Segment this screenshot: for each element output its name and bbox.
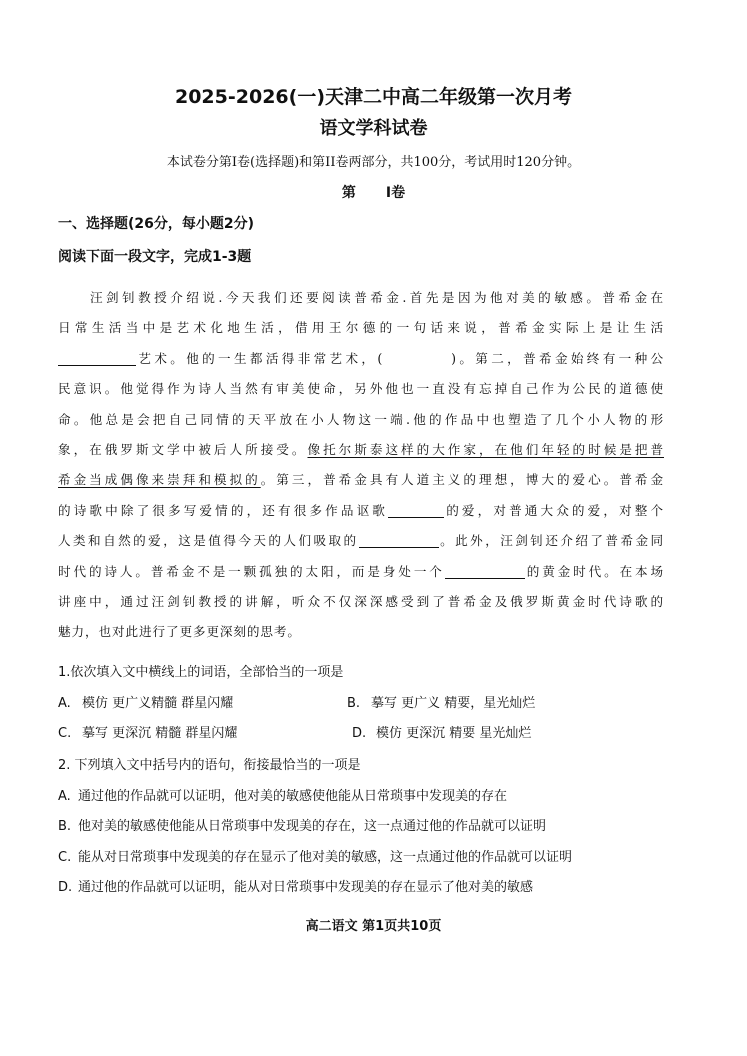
passage-line: 象，在俄罗斯文学中被后人所接受。像托尔斯泰这样的大作家，在他们年轻的时候是把普 [58,441,664,457]
passage-line: 命。他总是会把自己同情的天平放在小人物这一端.他的作品中也塑造了几个小人物的形 [58,411,664,427]
fill-blank [359,533,439,548]
passage-line: 艺术。他的一生都活得非常艺术，( )。第二，普希金始终有一种公 [58,344,664,374]
fill-blank [58,351,136,366]
fill-blank [388,503,444,518]
question-2-stem: 2. 下列填入文中括号内的语句，衔接最恰当的一项是 [58,758,361,773]
passage-line: 魅力，也对此进行了更多更深刻的思考。 [58,624,301,640]
section-heading: 一、选择题(26分，每小题2分) [58,216,255,232]
question-2-option-a[interactable]: A. 通过他的作品就可以证明，他对美的敏感使他能从日常琐事中发现美的存在 [58,789,508,804]
passage-line: 汪剑钊教授介绍说.今天我们还要阅读普希金.首先是因为他对美的敏感。普希金在 [90,290,664,305]
page-footer: 高二语文 第1页共10页 [305,919,442,934]
passage-line: 日常生活当中是艺术化地生活，借用王尔德的一句话来说，普希金实际上是让生活 [58,320,664,336]
passage-line: 希金当成偶像来崇拜和模拟的。第三，普希金具有人道主义的理想，博大的爱心。普希金 [58,472,664,488]
passage-line: 讲座中，通过汪剑钊教授的讲解，听众不仅深深感受到了普希金及俄罗斯黄金时代诗歌的 [58,593,664,609]
passage-line: 时代的诗人。普希金不是一颗孤独的太阳，而是身处一个 的黄金时代。在本场 [58,563,664,579]
volume-heading [0,182,747,202]
question-1-option-b[interactable]: B. 摹写 更广义 精要，星光灿烂 [347,696,536,711]
underlined-sentence: 像托尔斯泰这样的大作家，在他们年轻的时候是把普 [307,441,664,457]
passage-line: 人类和自然的爱，这是值得今天的人们吸取的 。此外，汪剑钊还介绍了普希金同 [58,533,664,549]
exam-subtitle: 语文学科试卷 [319,118,428,139]
fill-blank [445,564,525,579]
reading-passage [58,283,664,648]
reading-instruction: 阅读下面一段文字，完成1-3题 [58,249,252,265]
exam-description: 本试卷分第I卷(选择题)和第II卷两部分，共100分，考试用时120分钟。 [166,155,581,170]
exam-title: 2025-2026(一)天津二中高二年级第一次月考 [174,86,572,108]
question-2-option-d[interactable]: D. 通过他的作品就可以证明，能从对日常琐事中发现美的存在显示了他对美的敏感 [58,880,534,895]
question-1-option-a[interactable]: A. 模仿 更广义精髓 群星闪耀 [58,696,234,711]
question-1-stem: 1.依次填入文中横线上的词语，全部恰当的一项是 [58,665,344,680]
question-1-option-d[interactable]: D. 模仿 更深沉 精要 星光灿烂 [352,726,532,741]
volume-label-right: I卷 [385,185,406,201]
volume-label-left: 第 [341,185,356,201]
underlined-sentence: 希金当成偶像来崇拜和模拟的 [58,472,261,488]
question-2-option-c[interactable]: C. 能从对日常琐事中发现美的存在显示了他对美的敏感，这一点通过他的作品就可以证明 [58,850,573,865]
passage-line: 民意识。他觉得作为诗人当然有审美使命，另外他也一直没有忘掉自己作为公民的道德使 [58,381,664,397]
passage-line: 的诗歌中除了很多写爱情的，还有很多作品讴歌 的爱，对普通大众的爱，对整个 [58,502,664,518]
question-2-option-b[interactable]: B. 他对美的敏感使他能从日常琐事中发现美的存在，这一点通过他的作品就可以证明 [58,819,547,834]
question-1-option-c[interactable]: C. 摹写 更深沉 精髓 群星闪耀 [58,726,238,741]
